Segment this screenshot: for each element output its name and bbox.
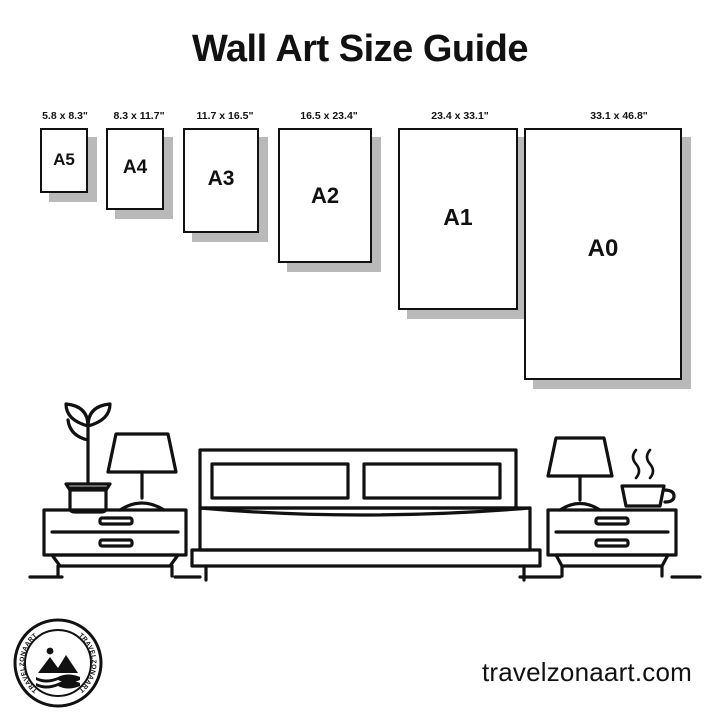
logo-bottom-text: TRAVELZONAART — [18, 632, 39, 694]
frame-a3[interactable] — [175, 110, 275, 245]
bed — [192, 450, 540, 580]
coffee-cup — [622, 450, 674, 506]
page-title: Wall Art Size Guide — [191, 28, 529, 70]
vase-with-plant — [66, 404, 110, 512]
left-nightstand — [44, 510, 186, 576]
frame-a4-box — [106, 128, 164, 210]
frame-a2-label: A2 — [310, 183, 340, 208]
frame-a1-box — [398, 128, 518, 310]
frame-a4[interactable] — [98, 110, 180, 220]
frame-a4-label: A4 — [122, 157, 148, 178]
frame-a2-dimensions: 16.5 x 23.4" — [300, 110, 358, 122]
frame-size-row — [0, 110, 720, 400]
right-nightstand — [548, 510, 676, 576]
frame-a0-dimensions: 33.1 x 46.8" — [590, 110, 648, 122]
frame-a3-label: A3 — [207, 167, 235, 190]
frame-a5-dimensions: 5.8 x 8.3" — [42, 110, 88, 122]
brand-logo[interactable] — [12, 617, 104, 709]
logo-top-text: TRAVELZONAART — [77, 632, 98, 694]
website-url[interactable]: travelzonaart.com — [481, 657, 692, 687]
frame-a2-box — [278, 128, 372, 263]
frame-a0-box — [524, 128, 682, 380]
frame-a2[interactable] — [270, 110, 388, 285]
frame-a1-label: A1 — [443, 204, 473, 230]
frame-a0-label: A0 — [587, 235, 619, 262]
frame-a5-box — [40, 128, 88, 193]
footer — [0, 605, 720, 720]
bedroom-illustration — [0, 380, 720, 610]
frame-a4-dimensions: 8.3 x 11.7" — [113, 110, 165, 122]
frame-a3-box — [183, 128, 259, 233]
frame-a0[interactable] — [522, 110, 698, 390]
frame-a5-label: A5 — [53, 150, 75, 169]
frame-a5[interactable] — [32, 110, 98, 200]
table-lamp-left — [108, 434, 176, 510]
frame-a1-dimensions: 23.4 x 33.1" — [431, 110, 489, 122]
table-lamp-right — [548, 438, 612, 510]
frame-a3-dimensions: 11.7 x 16.5" — [196, 110, 254, 122]
frame-a1[interactable] — [390, 110, 530, 325]
